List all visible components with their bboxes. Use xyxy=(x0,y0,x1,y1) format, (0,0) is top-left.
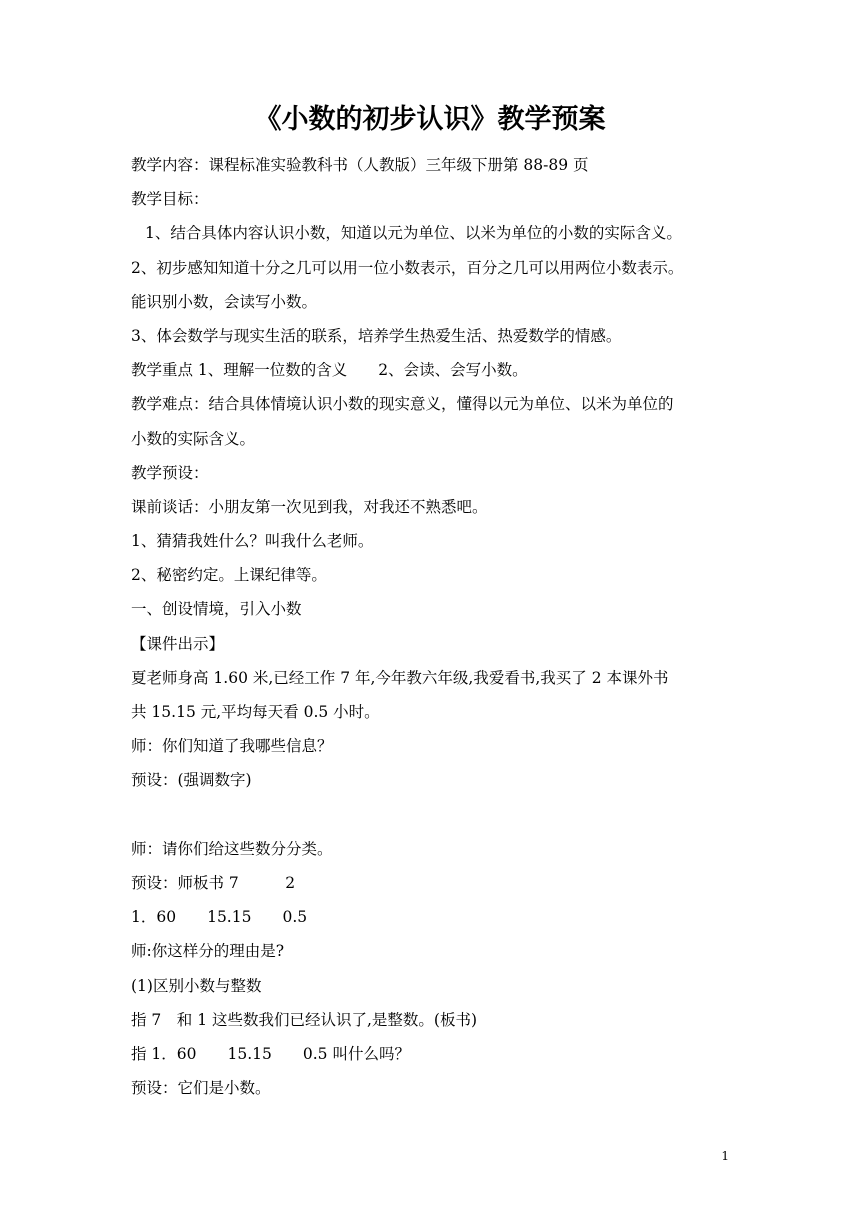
paragraph-guess-name: 1、猜猜我姓什么？叫我什么老师。 xyxy=(131,532,374,551)
paragraph-classify: 师：请你们给这些数分分类。 xyxy=(131,839,333,858)
paragraph-preset-emphasis: 预设：(强调数字) xyxy=(131,771,252,790)
paragraph-teaching-content: 教学内容：课程标准实验教科书（人教版）三年级下册第 88-89 页 xyxy=(131,156,589,174)
paragraph-secret-rules: 2、秘密约定。上课纪律等。 xyxy=(131,566,327,585)
blank-line xyxy=(131,798,741,832)
section-heading-1: 一、创设情境，引入小数 xyxy=(131,600,302,619)
paragraph-board-decimals: 1．60 15.15 0.5 xyxy=(131,908,308,927)
paragraph-goal-2: 2、初步感知知道十分之几可以用一位小数表示，百分之几可以用两位小数表示。 xyxy=(131,258,684,277)
paragraph-courseware: 【课件出示】 xyxy=(131,634,225,653)
paragraph-decimals-question: 指 1．60 15.15 0.5 叫什么吗？ xyxy=(131,1044,410,1063)
document-title: 《小数的初步认识》教学预案 xyxy=(254,104,606,135)
paragraph-integers: 指 7 和 1 这些数我们已经认识了,是整数。(板书) xyxy=(131,1010,478,1029)
paragraph-reason: 师:你这样分的理由是? xyxy=(131,942,285,961)
paragraph-difficulties-cont: 小数的实际含义。 xyxy=(131,429,256,448)
paragraph-difficulties: 教学难点：结合具体情境认识小数的现实意义，懂得以元为单位、以米为单位的 xyxy=(131,395,674,414)
paragraph-story: 夏老师身高 1.60 米,已经工作 7 年,今年教六年级,我爱看书,我买了 2 本课外书 xyxy=(131,668,669,687)
paragraph-plan-heading: 教学预设： xyxy=(131,463,209,482)
paragraph-goals-heading: 教学目标： xyxy=(131,190,209,209)
paragraph-key-points: 教学重点 1、理解一位数的含义 2、会读、会写小数。 xyxy=(131,361,528,380)
paragraph-board-integers: 预设：师板书 7 2 xyxy=(131,873,296,892)
paragraph-goal-3: 3、体会数学与现实生活的联系，培养学生热爱生活、热爱数学的情感。 xyxy=(131,326,622,345)
paragraph-pre-talk: 课前谈话：小朋友第一次见到我，对我还不熟悉吧。 xyxy=(131,497,488,516)
document-body xyxy=(131,148,741,1105)
paragraph-story-cont: 共 15.15 元,平均每天看 0.5 小时。 xyxy=(131,703,380,721)
paragraph-goal-1: 1、结合具体内容认识小数，知道以元为单位、以米为单位的小数的实际含义。 xyxy=(145,224,682,243)
paragraph-goal-2-cont: 能识别小数，会读写小数。 xyxy=(131,292,318,311)
page-number: 1 xyxy=(721,1149,729,1163)
paragraph-distinguish: (1)区别小数与整数 xyxy=(131,976,262,995)
paragraph-teacher-question: 师：你们知道了我哪些信息？ xyxy=(131,737,333,756)
paragraph-decimals-answer: 预设：它们是小数。 xyxy=(131,1079,271,1098)
